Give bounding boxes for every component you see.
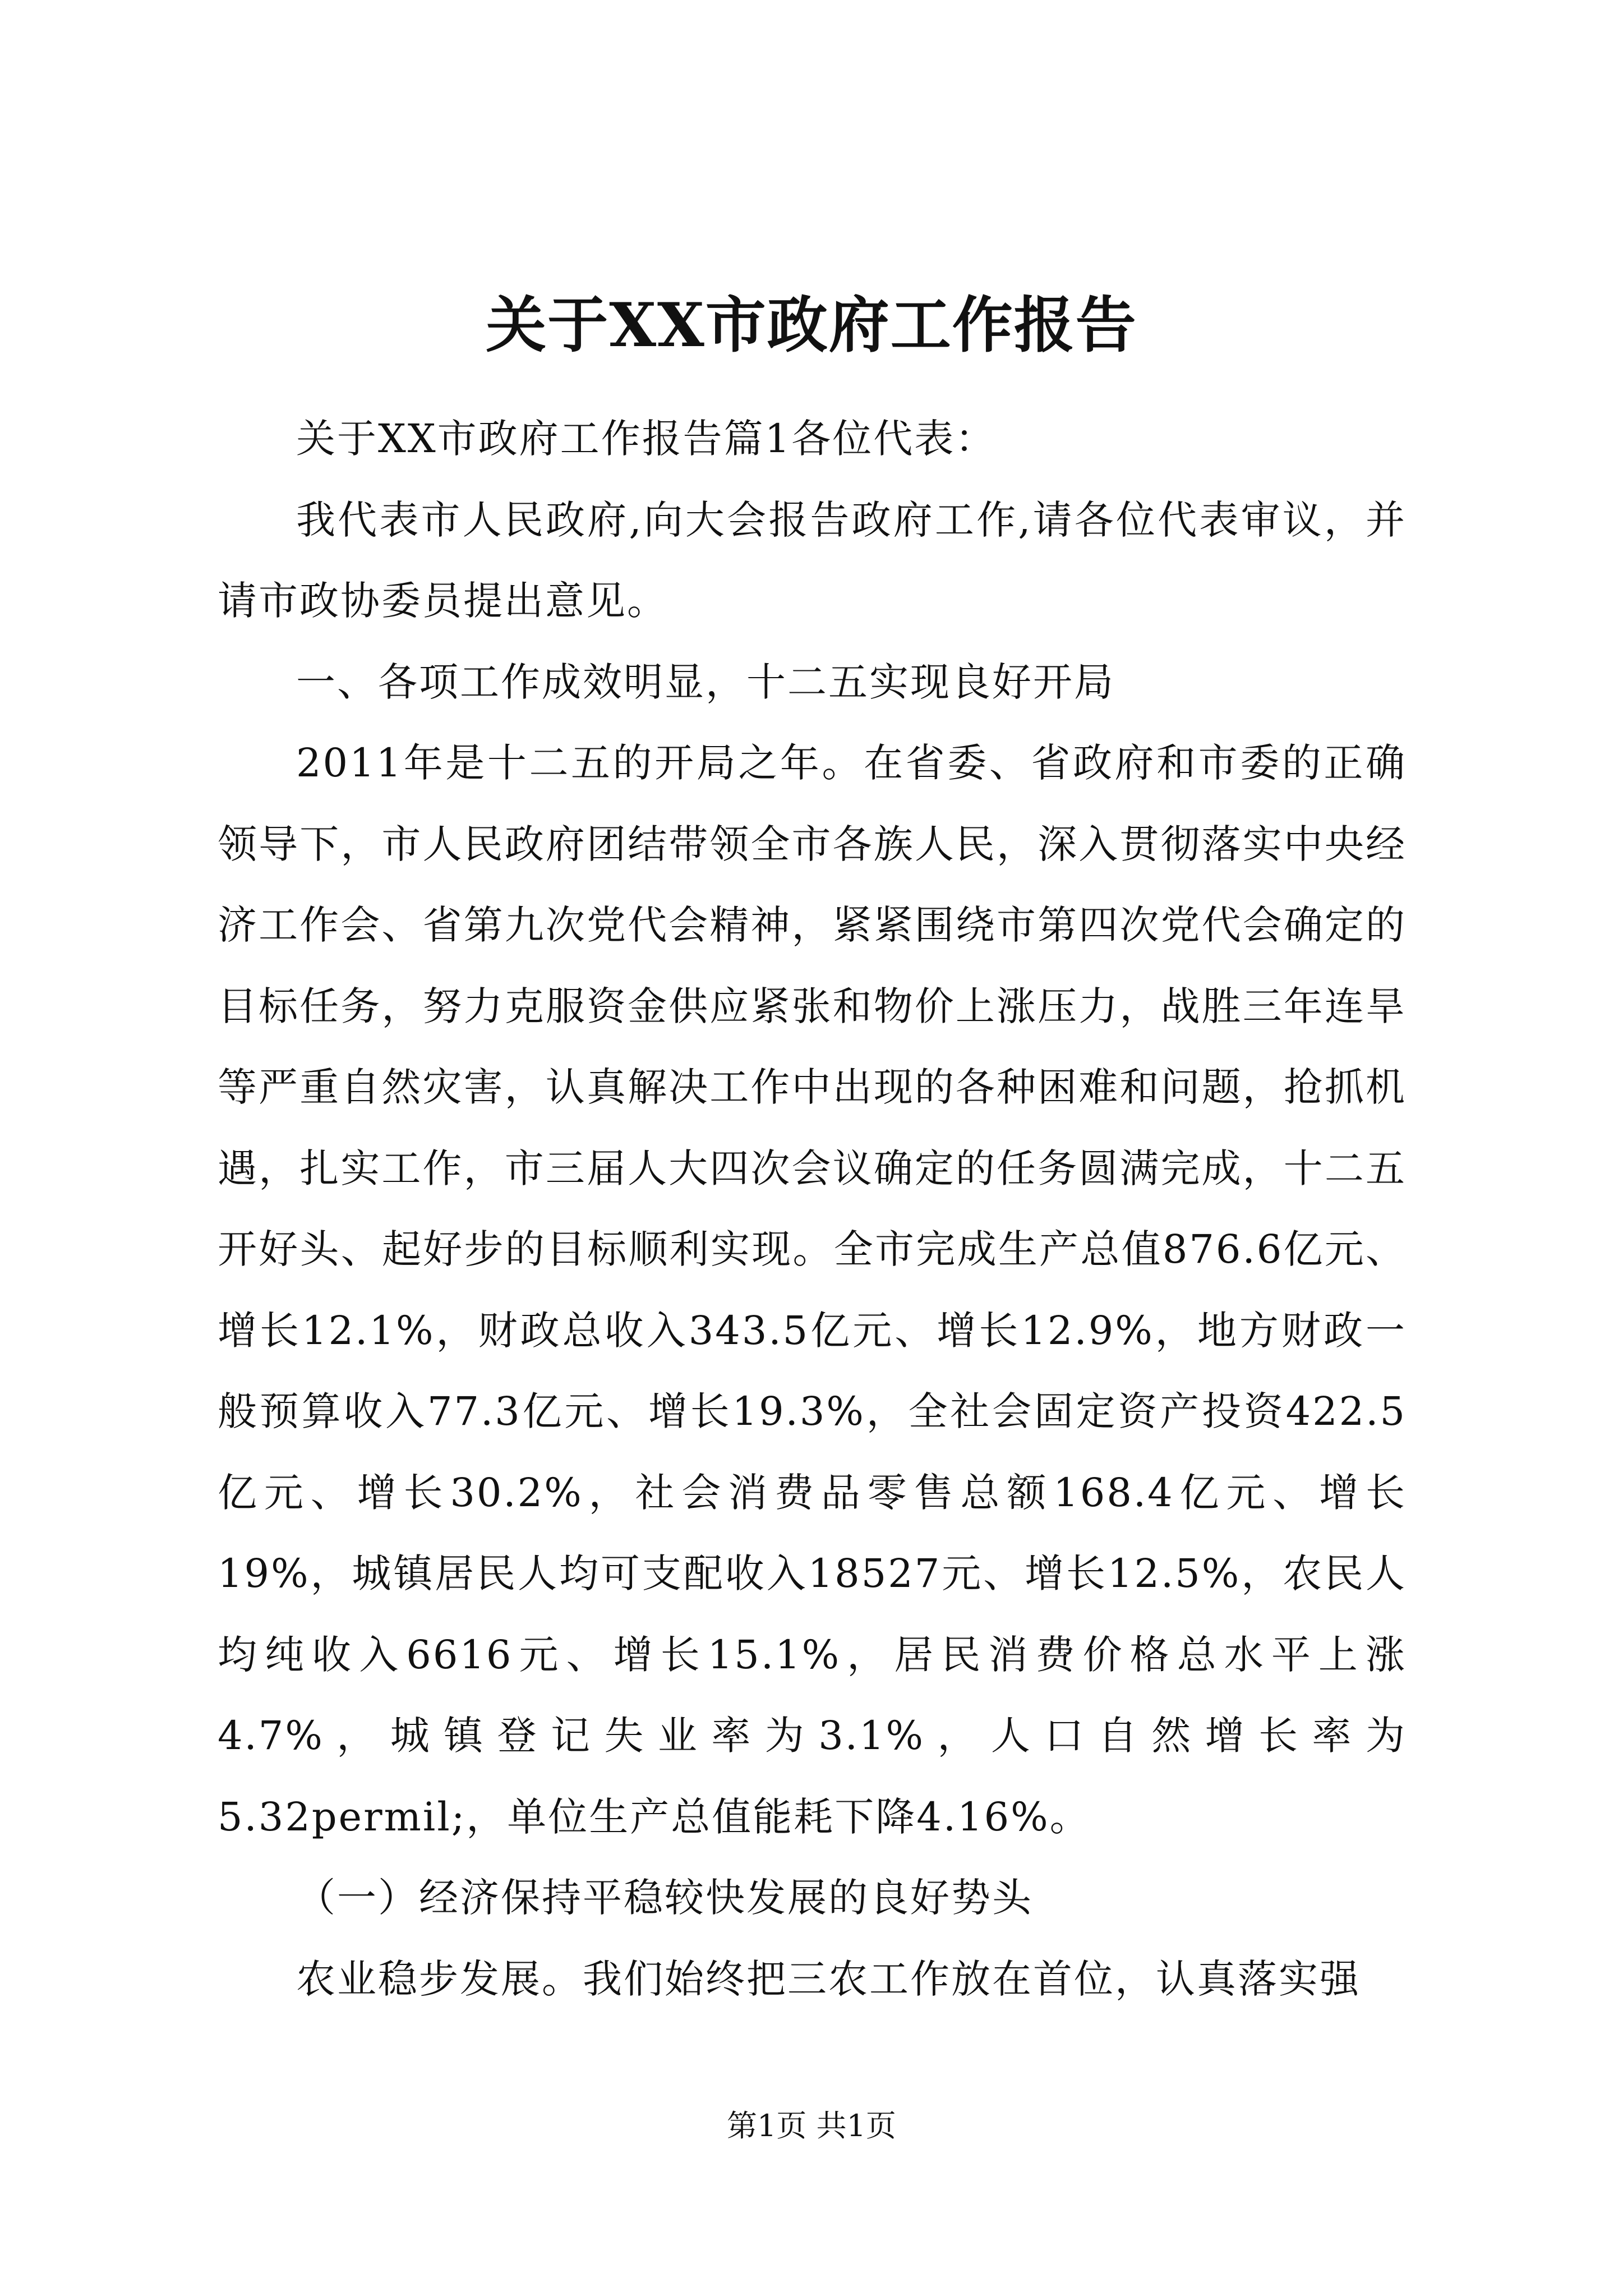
- paragraph-greeting: 关于XX市政府工作报告篇1各位代表：: [296, 416, 997, 462]
- document-body: [218, 398, 1407, 2019]
- page-footer: 第1页 共1页: [727, 2108, 896, 2143]
- subsection-heading-1: （一）经济保持平稳较快发展的良好势头: [296, 1875, 1033, 1921]
- paragraph-summary: 2011年是十二五的开局之年。在省委、省政府和市委的正确领导下，市人民政府团结带领全市各族人民，深入贯彻落实中央经济工作会、省第九次党代会精神，紧紧围绕市第四次党代会确定的目标任务，努力克服资金供应紧张和物价上涨压力，战胜三年连旱等严重自然灾害，认真解决工作中出现的各种困难和问题，抢抓机遇，扎实工作，市三届人大四次会议确定的任务圆满完成，十二五开好头、起好步的目标顺利实现。全市完成生产总值876.6亿元、增长12.1%，财政总收入343.5亿元、增长12.9%，地方财政一般预算收入77.3亿元、增长19.3%，全社会固定资产投资422.5亿元、增长30.2%，社会消费品零售总额168.4亿元、增长19%，城镇居民人均可支配收入18527元、增长12.5%，农民人均纯收入6616元、增长15.1%，居民消费价格总水平上涨4.7%，城镇登记失业率为3.1%，人口自然增长率为5.32permil;，单位生产总值能耗下降4.16%。: [218, 740, 1407, 1840]
- document-title: 关于XX市政府工作报告: [486, 290, 1137, 361]
- paragraph-intro: 我代表市人民政府,向大会报告政府工作,请各位代表审议，并请市政协委员提出意见。: [218, 496, 1407, 624]
- paragraph-agriculture: 农业稳步发展。我们始终把三农工作放在首位，认真落实强: [296, 1955, 1361, 2002]
- section-heading-1: 一、各项工作成效明显，十二五实现良好开局: [296, 659, 1115, 705]
